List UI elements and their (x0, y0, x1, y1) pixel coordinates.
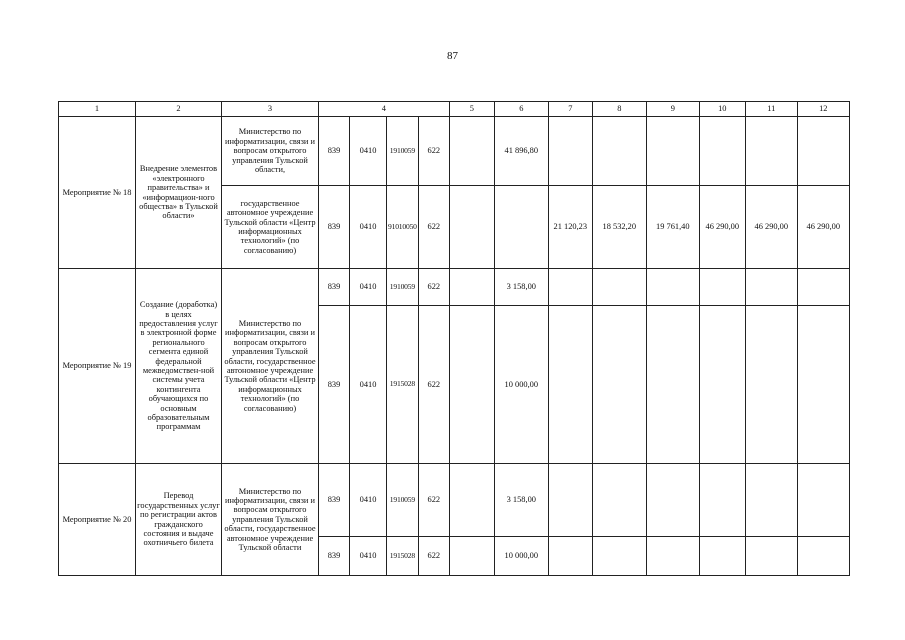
budget-table (58, 101, 850, 576)
rzpr-cell: 0410 (350, 464, 387, 537)
value-cell-7: 21 120,23 (548, 186, 592, 269)
event-description: Создание (доработка) в целях предоставления услуг в электронной форме регионального сегмента единой федеральной межведомствен-ной системы учета контингента обучающихся по основным образовательным программам (136, 269, 222, 464)
value-cell-9 (646, 464, 699, 537)
kcsr-cell: 1910059 (387, 117, 419, 186)
value-cell-6: 10 000,00 (494, 537, 548, 576)
event-name: Мероприятие № 18 (59, 117, 136, 269)
value-cell-5 (449, 186, 494, 269)
value-cell-7 (548, 537, 592, 576)
table-row (59, 269, 850, 306)
vr-cell: 622 (418, 117, 449, 186)
value-cell-6: 3 158,00 (494, 269, 548, 306)
executor-cell: Министерство по информатизации, связи и вопросам открытого управления Тульской области, государственное автономное учреждение Тульской области (222, 464, 319, 576)
value-cell-8: 18 532,20 (592, 186, 646, 269)
kcsr-cell: 1915028 (387, 537, 419, 576)
value-cell-10 (699, 306, 745, 464)
value-cell-12 (797, 464, 849, 537)
vr-cell: 622 (418, 537, 449, 576)
value-cell-7 (548, 464, 592, 537)
value-cell-6 (494, 186, 548, 269)
value-cell-5 (449, 117, 494, 186)
value-cell-12 (797, 117, 849, 186)
rzpr-cell: 0410 (350, 537, 387, 576)
value-cell-12 (797, 269, 849, 306)
value-cell-10 (699, 537, 745, 576)
rzpr-cell: 0410 (350, 306, 387, 464)
header-row (59, 102, 850, 117)
grbs-cell: 839 (319, 306, 350, 464)
header-cell: 10 (699, 102, 745, 117)
kcsr-cell: 91010050 (387, 186, 419, 269)
event-name: Мероприятие № 19 (59, 269, 136, 464)
value-cell-11 (745, 306, 797, 464)
value-cell-11 (745, 269, 797, 306)
grbs-cell: 839 (319, 269, 350, 306)
value-cell-8 (592, 464, 646, 537)
value-cell-6: 10 000,00 (494, 306, 548, 464)
header-cell: 1 (59, 102, 136, 117)
value-cell-10 (699, 464, 745, 537)
value-cell-5 (449, 537, 494, 576)
value-cell-8 (592, 269, 646, 306)
header-cell: 3 (222, 102, 319, 117)
header-cell: 4 (319, 102, 450, 117)
header-cell: 9 (646, 102, 699, 117)
value-cell-8 (592, 117, 646, 186)
event-description: Внедрение элементов «электронного правительства» и «информацион-ного общества» в Тульской области» (136, 117, 222, 269)
rzpr-cell: 0410 (350, 269, 387, 306)
grbs-cell: 839 (319, 537, 350, 576)
value-cell-7 (548, 269, 592, 306)
value-cell-7 (548, 306, 592, 464)
executor-cell: государственное автономное учреждение Тульской области «Центр информационных технологий» (по согласованию) (222, 186, 319, 269)
value-cell-10 (699, 269, 745, 306)
rzpr-cell: 0410 (350, 186, 387, 269)
value-cell-9 (646, 117, 699, 186)
kcsr-cell: 1915028 (387, 306, 419, 464)
value-cell-8 (592, 537, 646, 576)
value-cell-12 (797, 537, 849, 576)
vr-cell: 622 (418, 464, 449, 537)
event-description: Перевод государственных услуг по регистрации актов гражданского состояния и выдаче охотничьего билета (136, 464, 222, 576)
value-cell-5 (449, 306, 494, 464)
value-cell-11 (745, 464, 797, 537)
value-cell-12: 46 290,00 (797, 186, 849, 269)
grbs-cell: 839 (319, 186, 350, 269)
value-cell-11 (745, 537, 797, 576)
kcsr-cell: 1910059 (387, 269, 419, 306)
page-number: 87 (447, 50, 458, 62)
rzpr-cell: 0410 (350, 117, 387, 186)
value-cell-8 (592, 306, 646, 464)
value-cell-5 (449, 269, 494, 306)
value-cell-9 (646, 306, 699, 464)
header-cell: 12 (797, 102, 849, 117)
header-cell: 8 (592, 102, 646, 117)
vr-cell: 622 (418, 269, 449, 306)
value-cell-9 (646, 537, 699, 576)
header-cell: 5 (449, 102, 494, 117)
executor-cell: Министерство по информатизации, связи и вопросам открытого управления Тульской области, государственное автономное учреждение Тульской области «Центр информационных технологий» (по согласованию) (222, 269, 319, 464)
value-cell-9 (646, 269, 699, 306)
header-cell: 2 (136, 102, 222, 117)
table-row (59, 464, 850, 537)
header-cell: 7 (548, 102, 592, 117)
executor-cell: Министерство по информатизации, связи и вопросам открытого управления Тульской области, (222, 117, 319, 186)
vr-cell: 622 (418, 186, 449, 269)
value-cell-6: 3 158,00 (494, 464, 548, 537)
table-row (59, 117, 850, 186)
grbs-cell: 839 (319, 117, 350, 186)
value-cell-12 (797, 306, 849, 464)
value-cell-6: 41 896,80 (494, 117, 548, 186)
value-cell-5 (449, 464, 494, 537)
event-name: Мероприятие № 20 (59, 464, 136, 576)
value-cell-9: 19 761,40 (646, 186, 699, 269)
value-cell-10 (699, 117, 745, 186)
value-cell-11: 46 290,00 (745, 186, 797, 269)
value-cell-10: 46 290,00 (699, 186, 745, 269)
header-cell: 11 (745, 102, 797, 117)
value-cell-7 (548, 117, 592, 186)
value-cell-11 (745, 117, 797, 186)
grbs-cell: 839 (319, 464, 350, 537)
vr-cell: 622 (418, 306, 449, 464)
kcsr-cell: 1910059 (387, 464, 419, 537)
header-cell: 6 (494, 102, 548, 117)
